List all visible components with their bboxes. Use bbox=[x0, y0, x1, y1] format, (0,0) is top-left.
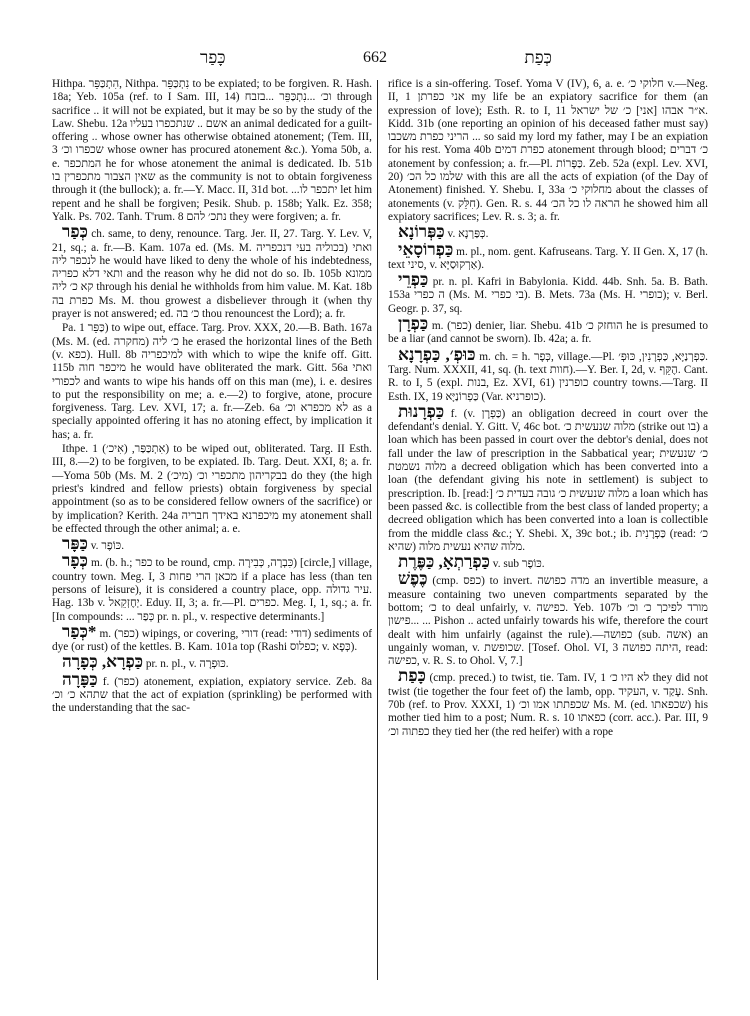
dictionary-entry bbox=[388, 569, 709, 668]
dictionary-entry bbox=[388, 666, 709, 738]
dictionary-entry bbox=[52, 222, 372, 321]
dictionary-entry bbox=[388, 270, 708, 316]
dictionary-entry bbox=[388, 552, 708, 572]
entry-headword: כַּפְרַתְאָ, כַּפֶּרֶת bbox=[398, 552, 490, 572]
entry-text: pr. n. pl., v. כּוּפְרָה. bbox=[145, 658, 229, 671]
right-column bbox=[388, 78, 708, 740]
entry-text: v. כְּפַּרְנָא. bbox=[447, 228, 489, 241]
entry-headword: כְּפָר bbox=[62, 551, 88, 571]
entry-headword: כְּפַר* bbox=[62, 621, 97, 641]
entry-headword: כַּפְרָנוּת bbox=[398, 401, 445, 421]
entry-headword: כַּפָּר bbox=[62, 534, 88, 554]
dictionary-entry bbox=[52, 669, 372, 716]
entry-headword: כָּפַת bbox=[398, 666, 426, 686]
entry-text: rifice is a sin-offering. Tosef. Yoma V (IV), 6, a. e. חלוקי כ׳ v.—Neg. II, 1 אני כפרתן my life be an expiatory sacrifice for them (an expression of love); Esth. R. to I, 11 א״ר אבהו [אני] כ׳ של ישראל. Kidd. 31b (one reporting an opinion of his deceased father must say) הריני כפרת משכבו ... so said my lord my father, may I be an expiation for his rest. Yoma 40b כפרת דמים atonement through blood; כ׳ דברים atonement by confession; a. fr.—Pl. כַּפָּרוֹת. Zeb. 52a (expl. Lev. XVI, 20) שלמו כל הכ׳ with this are all the acts of expiation (of the Day of Atonement) finished. Y. Shebu. I, 33a מחלוקי כ׳ about the classes of atonements (v. חִלֵּק). Gen. R. s. 44 הראה לו כל הכ׳ he showed him all expiatory sacrifices; Lev. R. s. 3; a. fr. bbox=[388, 78, 709, 223]
entry-headword: כַּפְּרוֹנָא bbox=[398, 222, 445, 242]
dictionary-entry bbox=[388, 401, 708, 554]
entry-text: Hithpa. הִתְכַּפֵּר, Nithpa. נִתְכַּפֵּר to be expiated; to be forgiven. R. Hash. 18a; Yeb. 105a (ref. to I Sam. III, 14) וכ׳ ...נִתְכַּפֵּר ...בזבח through sacrifice .. it will not be expiated, but it may be so by the study of the Law. Shebu. 12a אשם .. שנתכפרו בעליו an animal dedicated for a guilt-offering .. whose owner has otherwise obtained atonement; (Tem. III, 3 שכפרו וכ׳ whose owner has procured atonement &c.). Yoma 50b, a. e. המתכפר he for whose atonement the animal is dedicated. Ib. 51b שאין הצבור מתכפרין בו as the community is not to obtain forgiveness through it (the bullock); a. fr.—Y. Macc. II, 31d bot. ...יתכפר לו let him repent and he shall be forgiven; Pesik. Shub. p. 158b; Yalk. Ez. 358; Yalk. Ps. 702. Tanh. T'rum. 8 נתכ׳ להם they were forgiven; a. fr. bbox=[52, 78, 373, 223]
entry-text: f. (כפר) atonement, expiation, expiatory service. Zeb. 8a שתהא כ׳ וכ׳ that the act of expiation (sprinkling) be performed with the understanding that the sac- bbox=[52, 675, 372, 715]
entry-text: pr. n. pl. Kafri in Babylonia. Kidd. 44b. Snh. 5a. B. Bath. 153a ה כפרי (Ms. M. בי כפרי). B. Mets. 73a (Ms. H. כופרי); v. Berl. Geogr. p. 37, sq. bbox=[388, 276, 708, 315]
dictionary-entry bbox=[52, 534, 372, 554]
right-running-head: כְּפַת bbox=[524, 48, 552, 67]
entry-text: m. ch. = h. כְּפָר, village.—Pl. כַּפְרְנַיָּא, כַּפְרָנִין, כּוּפְ׳. Targ. Num. XXXII, 41, sq. (h. text חוות).—Y. Ber. I, 2d, v. הֶקֵּף. Cant. R. to I, 5 (expl. בנות, Ez. XVI, 61) כופרנין country towns.—Targ. II Esth. IX, 19 כַּפְרוֹנַיָּא (Var. כופרניא). bbox=[388, 350, 708, 403]
entry-text: m. (כפר) denier, liar. Shebu. 41b הוחזק כ׳ he is presumed to be a liar (and cannot be sworn). Ib. 42a; a. fr. bbox=[388, 320, 709, 346]
dictionary-entry bbox=[52, 443, 372, 536]
dictionary-entry bbox=[52, 652, 372, 672]
entry-headword: כַּפְרָא, כְּפָרָה bbox=[62, 652, 144, 672]
entry-text: f. (v. כַּפְרָן) an obligation decreed in court over the defendant's denial. Y. Gitt. V, 46c bot. מלוה שנעשית כ׳ (strike out בו) a loan which has been passed in court over the debtor's denial, does not fall under the law of prescription in the Sabbatical year; כ׳ שנעשית מלוה נשמטת a decreed obligation which has been converted into a loan (the defendant giving his note in settlement) is subject to prescription. Ib. [read:] מלוה שנעשית כ׳ גובה בעדית כ׳ a loan which has been passed &c. is collectible from the best class of landed property; a decreed obligation which has been converted into a loan is collectible from the middle class &c.; Y. Shebi. X, 39c bot.; ib. כַּפְרָנִית (read: כ׳ שהיא) מלוה שהיא נעשית מלוה. bbox=[388, 407, 708, 553]
page-header bbox=[0, 48, 750, 70]
dictionary-entry bbox=[388, 78, 708, 224]
entry-headword: כַּפְרוֹסָאֵי bbox=[398, 239, 454, 259]
dictionary-entry bbox=[52, 322, 372, 442]
entry-text: v. sub כּוֹפֶר. bbox=[492, 558, 545, 571]
entry-text: m. (b. h.; כפר to be round, cmp. כִּבְרָה, כְּבִירָה) [circle,] village, country town. Meg. I, 3 מכאן הרי פחות if a place has less (than ten persons of leisure), it is considered a country place, opp. עיר גדולה. Hag. 13b v. יְחֶזְקֵאל. Eduy. II, 3; a. fr.—Pl. כפרים. Meg. I, 1, sq.; a. fr. [In compounds: ... כְּפַר pr. n. pl., v. respective determinants.] bbox=[52, 557, 373, 623]
entry-text: m. (כפר) wipings, or covering, דורי (read: דודי) sediments of dye (or rust) of the kettles. B. Kam. 101a top (Rashi כפלוס; v. כְּפָא). bbox=[52, 627, 372, 654]
dictionary-entry bbox=[52, 621, 372, 655]
entry-headword: כֶּפֶשׁ bbox=[398, 569, 428, 589]
dictionary-entry bbox=[388, 314, 709, 347]
dictionary-entry bbox=[52, 551, 373, 623]
entry-headword: כַּפָּרָה bbox=[62, 669, 98, 689]
entry-text: ch. same, to deny, renounce. Targ. Jer. II, 27. Targ. Y. Lev. V, 21, sq.; a. fr.—B. Kam. 107a ed. (Ms. M. בכוליה בעי דנכפריה) ואתי לנכפר ליה he would have liked to deny the whole of his indebtedness, ותאי דלא כפריה and the reason why he did not do so. Ib. 105b ממונא קא כ׳ ליה through his denial he withholds from him value. M. Kat. 18b כפרת בה Ms. M. thou growest a disbeliever through it (when thy prayer is not answered; ed. כ׳ בה thou renouncest the Lord); a. fr. bbox=[52, 228, 372, 321]
dictionary-entry bbox=[388, 344, 708, 404]
entry-text: Pa. כַּפֵּר 1) to wipe out, efface. Targ. Prov. XXX, 20.—B. Bath. 167a (Ms. M. (ed. מחקרה) כ׳ ליה he erased the horizontal lines of the Beth (v. כפא). Hull. 8b למיכפריה with which to wipe the knife off. Gitt. 115b מיכפר חוה he would have obliterated the mark. Gitt. 56a ואתי לכפורי and wants to wipe his hands off on this man (me), i. e. desires to put the responsibility on me; a. e.—2) to forgive, atone, procure forgiveness. Targ. Lev. XVI, 17; a. fr.—Zeb. 6a לא מכפרא וכ׳ as a specially appointed offering it has no atoning effect, by implication it has; a. fr. bbox=[52, 322, 373, 441]
dictionary-entry bbox=[388, 239, 708, 273]
left-running-head: כָּפַר bbox=[200, 48, 226, 67]
column-divider bbox=[377, 80, 378, 980]
page-number: 662 bbox=[363, 49, 387, 66]
entry-text: m. pl., nom. gent. Kafruseans. Targ. Y. II Gen. X, 17 (h. text סיני, v. אַרְקוּסַיָּא). bbox=[388, 245, 708, 271]
entry-headword: כְּפַר bbox=[62, 222, 88, 242]
entry-text: v. כּוֹפֶר. bbox=[90, 540, 125, 553]
left-column bbox=[52, 78, 372, 717]
entry-text: (cmp. preced.) to twist, tie. Tam. IV, 1 לא היו כ׳ they did not twist (tie together the four feet of) the lamb, opp. העקיד, v. עָקַד. Snh. 70b (ref. to Prov. XXXI, 1) שכפתתו אמו וכ׳ Ms. M. (ed. שכפאתו) his mother tied him to a post; Num. R. s. 10 כפאתו (corr. acc.). Par. III, 9 כפתוה וכ׳ they tied her (the red heifer) with a rope bbox=[388, 672, 709, 738]
entry-headword: כַּפְרֵי bbox=[398, 270, 429, 290]
entry-headword: כַּפְרָן bbox=[398, 314, 429, 334]
entry-headword: כּוּפְ׳, כַּפְרָנָא bbox=[398, 344, 476, 364]
entry-text: Ithpe. אִתְכַּפַּר, (אִיכ׳) 1) to be wiped out, obliterated. Targ. II Esth. III, 8.—2) to be forgiven, to be expiated. Ib. Targ. Deut. XXI, 8; a. fr.—Yoma 50b (Ms. M. 2 בבקריהון מתכפרי וכ׳ (מיכ׳) do they (the high priest's kindred and fellow priests) obtain forgiveness by special appointment (so as to be considered fellow owners of the sacrifice) or by implication? Kerith. 24a מיכפרנא באידך חבריה my atonement shall be effected through the other animal; a. e. bbox=[52, 443, 373, 535]
dictionary-entry bbox=[52, 78, 372, 224]
entry-text: (cmp. כפס) to invert. מדה כפושה an invertible measure, a measure containing two uneven compartments separated by the bottom; כ׳ to deal unfairly, v. כפישה. Yeb. 107b מורד לפיכך כ׳ וכ׳ ...פישון ... Pishon .. acted unfairly towards his wife, therefore the court dealt with him unfairly (against the rule).—כפושה (sub. אשה) an ungainly woman, v. שכופשת. [Tosef. Ohol. VI, 3 היתה כפושה, read: כפישה, v. R. S. to Ohol. V, 7.] bbox=[388, 575, 709, 668]
